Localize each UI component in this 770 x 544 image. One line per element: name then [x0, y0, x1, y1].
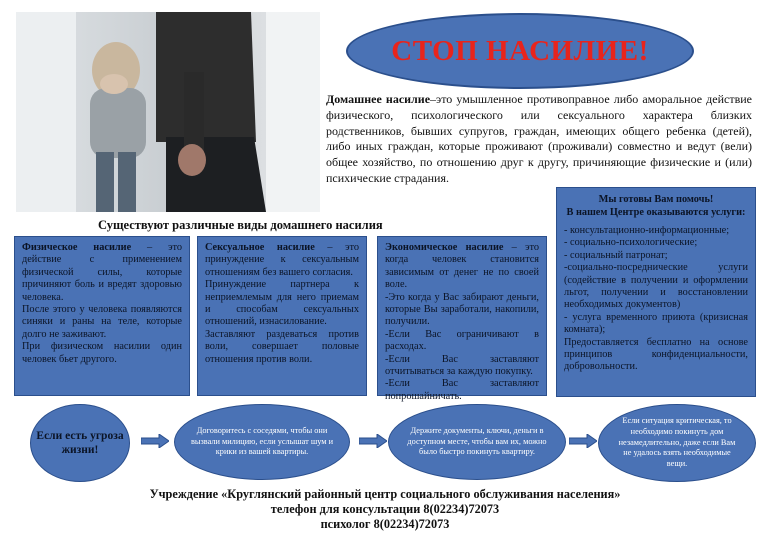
flow-text: Договоритесь с соседями, чтобы они вызвали милицию, если услышат шум и крики из вашей квартиры. [191, 425, 334, 457]
flow-step-documents [388, 404, 566, 480]
footer-phone: телефон для консультации 8(02234)72073 [270, 502, 500, 516]
intro-definition [326, 92, 752, 187]
type-text: При физическом насилии один человек бьет другого. [22, 341, 182, 365]
economic-violence-box [377, 236, 547, 402]
type-text: -Это когда у Вас забирают деньги, которые Вы заработали, накопили, получили. [385, 291, 539, 328]
arrow-right-icon [359, 434, 387, 448]
type-name: Экономическое насилие [385, 242, 504, 253]
domestic-violence-photo [16, 12, 320, 212]
type-text: – это принуждение к сексуальным отношениям без вашего согласия. [205, 242, 359, 278]
flow-step-leave [598, 404, 756, 482]
footer-psychologist: психолог 8(02234)72073 [320, 517, 450, 531]
type-text: – это действие с применением физической силы, которые причиняют боль и вредят здоровью человека. [22, 242, 182, 303]
intro-term: Домашнее насилие [326, 92, 431, 106]
type-name: Физическое насилие [22, 242, 132, 253]
type-text: -Если Вас ограничивают в расходах. [385, 328, 539, 353]
type-name: Сексуальное насилие [205, 242, 315, 253]
type-text: Заставляют раздеваться против воли, совершает половые отношения против воли. [205, 328, 359, 365]
arrow-right-icon [141, 434, 169, 448]
service-item: Предоставляется бесплатно на основе принципов конфиденциальности, добровольности. [564, 336, 748, 373]
physical-violence-box [14, 236, 190, 396]
flow-text: Если есть угроза жизни! [36, 430, 124, 456]
flow-step-neighbors [174, 404, 350, 480]
type-text: -Если Вас заставляют отчитываться за каждую покупку. [385, 353, 539, 378]
service-item: - услуга временного приюта (кризисная комната); [564, 311, 748, 336]
help-title: Мы готовы Вам помочь! [598, 194, 714, 205]
help-services-box [556, 187, 756, 397]
type-text: – это когда человек становится зависимым от денег не по своей воле. [385, 242, 539, 291]
sexual-violence-box [197, 236, 367, 396]
title-banner [346, 13, 694, 89]
footer-institution: Учреждение «Круглянский районный центр социального обслуживания населения» [149, 487, 621, 501]
intro-text: –это умышленное противоправное либо аморальное действие физического, психологического или сексуального характера близких родственников, бывших супругов, граждан, имеющих общего ребенка (детей), либо иных граждан, которые проживают (проживали) совместно и ведут (вели) общее хозяйство, по отношению друг к другу, причиняющие физические и (или) психические страдания. [326, 92, 752, 185]
type-text: -Если Вас заставляют попрошайничать. [385, 378, 539, 402]
service-item: - социальный патронат; [564, 249, 668, 261]
type-text: После этого у человека появляются синяки и раны на теле, которые долго не заживают. [22, 304, 182, 340]
service-item: - социально-психологические; [564, 237, 698, 249]
flow-step-threat [30, 404, 130, 482]
types-heading: Существуют различные виды домашнего насилия [98, 218, 383, 232]
type-text: Принуждение партнера к неприемлемым для него приемам и способам сексуальных отношений, изнасилование. [205, 279, 359, 328]
flow-text: Держите документы, ключи, деньги в доступном месте, чтобы вам их, можно было быстро покинуть квартиру. [407, 425, 547, 457]
service-item: - консультационно-информационные; [564, 225, 730, 236]
help-subtitle: В нашем Центре оказываются услуги: [566, 207, 746, 218]
page-title: СТОП НАСИЛИЕ! [391, 34, 649, 67]
service-item: -социально-посреднические услуги (содействие в получении и оформлении льгот, получении и восстановлении необходимых документов) [564, 262, 748, 311]
flow-text: Если ситуация критическая, то необходимо покинуть дом незамедлительно, даже если Вам не удалось взять необходимые вещи. [618, 416, 736, 469]
arrow-right-icon [569, 434, 597, 448]
